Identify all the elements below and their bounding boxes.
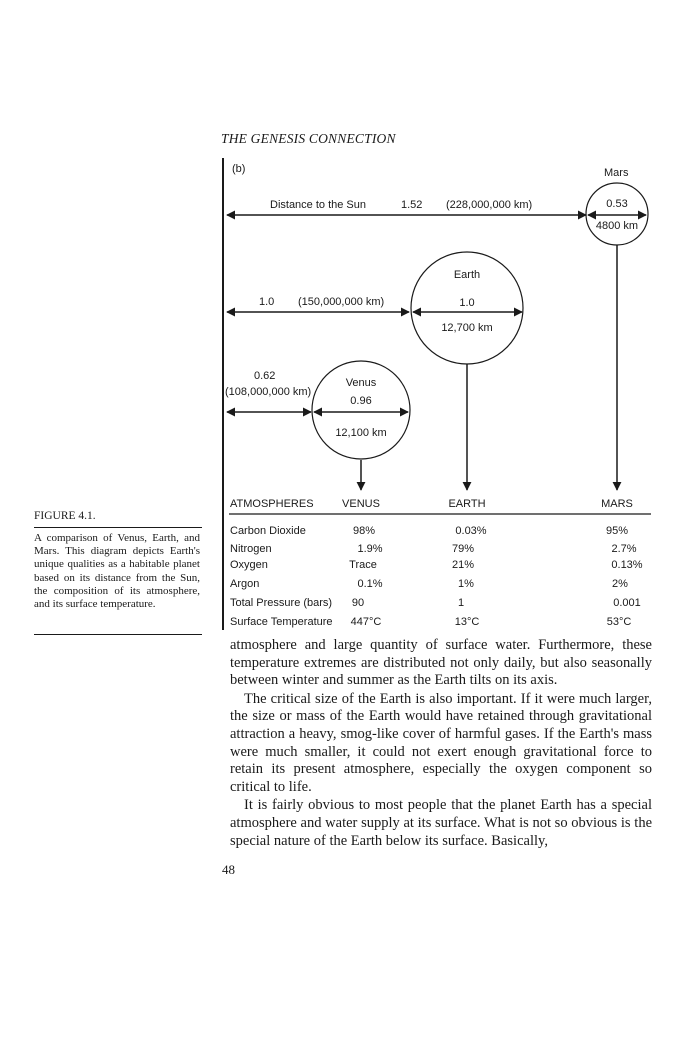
- running-head: THE GENESIS CONNECTION: [221, 131, 396, 146]
- mars-value: 2%: [612, 578, 628, 590]
- earth-value: 79%: [451, 543, 475, 555]
- caption-top-rule: [34, 527, 202, 528]
- venus-value: 1.9%: [357, 543, 383, 555]
- earth-name: Earth: [453, 269, 481, 281]
- earth-distance-au: 1.0: [259, 296, 275, 308]
- row-label: Total Pressure (bars): [230, 597, 333, 609]
- table-row: [230, 578, 628, 590]
- earth-value: 1%: [458, 578, 474, 590]
- row-label: Carbon Dioxide: [230, 525, 306, 537]
- venus-value: Trace: [349, 559, 377, 571]
- earth-value: 1: [457, 597, 465, 609]
- page-number: 48: [222, 862, 235, 877]
- earth-value: 21%: [451, 559, 475, 571]
- paragraph: It is fairly obvious to most people that the planet Earth has a special atmosphere and water supply at its surface. What is not so obvious is the special nature of the Earth below its surface. Basically,: [230, 797, 652, 849]
- table-row: [230, 597, 641, 609]
- venus-circle: [312, 361, 410, 459]
- table-header-earth: EARTH: [448, 498, 486, 510]
- mars-size-ratio: 0.53: [606, 198, 628, 210]
- earth-diameter: 12,700 km: [441, 322, 493, 334]
- mars-value: 53°C: [606, 616, 632, 628]
- venus-size-ratio: 0.96: [350, 395, 372, 407]
- table-row: [230, 525, 628, 537]
- mars-distance-label: Distance to the Sun: [270, 199, 367, 211]
- row-label: Nitrogen: [230, 543, 272, 555]
- mars-value: 95%: [605, 525, 629, 537]
- mars-circle: [586, 183, 648, 245]
- earth-value: 0.03%: [455, 525, 487, 537]
- paragraph: atmosphere and large quantity of surface water. Furthermore, these temperature extremes are distributed not only daily, but also seasonally between winter and summer as the Earth tilts on its axis.: [230, 637, 652, 689]
- mars-distance-km: (228,000,000 km): [446, 199, 533, 211]
- mars-value: 0.13%: [611, 559, 643, 571]
- table-row: [230, 543, 637, 555]
- mars-diameter: 4800 km: [595, 220, 639, 232]
- venus-value: 0.1%: [357, 578, 383, 590]
- atmospheres-table: [229, 498, 651, 628]
- venus-diameter: 12,100 km: [335, 427, 387, 439]
- table-row: [230, 559, 643, 571]
- row-label: Oxygen: [230, 559, 268, 571]
- table-header-venus: VENUS: [342, 498, 380, 510]
- mars-value: 2.7%: [611, 543, 637, 555]
- row-label: Argon: [230, 578, 260, 590]
- figure-label: FIGURE 4.1.: [34, 510, 96, 522]
- figure-caption: A comparison of Venus, Earth, and Mars. This diagram depicts Earth's unique qualities as a habitable planet based on its distance from the Sun, the composition of its atmosphere, and its surface temperature.: [34, 532, 200, 611]
- table-row: [230, 616, 631, 628]
- venus-distance-km: (108,000,000 km): [225, 386, 312, 398]
- paragraph: The critical size of the Earth is also important. If it were much larger, the size or mass of the Earth would have retained through gravitational attraction a heavy, smog-like cover of harmful gases. If the Earth's mass were much smaller, it could not exert enough gravitational force to retain its present atmosphere, especially the oxygen component so critical to life.: [230, 690, 652, 795]
- table-header-atmospheres: ATMOSPHERES: [230, 498, 314, 510]
- mars-value: 0.001: [613, 597, 641, 609]
- mars-distance-au: 1.52: [401, 199, 423, 211]
- earth-distance-km: (150,000,000 km): [298, 296, 385, 308]
- venus-value: 98%: [352, 525, 376, 537]
- earth-size-ratio: 1.0: [459, 297, 475, 309]
- venus-value: 90: [351, 597, 365, 609]
- row-label: Surface Temperature: [230, 616, 333, 628]
- mars-name: Mars: [604, 167, 629, 179]
- caption-bottom-rule: [34, 634, 202, 635]
- body-text: [230, 637, 652, 850]
- panel-label: (b): [232, 163, 246, 175]
- table-header-mars: MARS: [601, 498, 633, 510]
- venus-distance-au: 0.62: [254, 370, 276, 382]
- earth-value: 13°C: [454, 616, 480, 628]
- venus-value: 447°C: [350, 616, 382, 628]
- venus-name: Venus: [345, 377, 377, 389]
